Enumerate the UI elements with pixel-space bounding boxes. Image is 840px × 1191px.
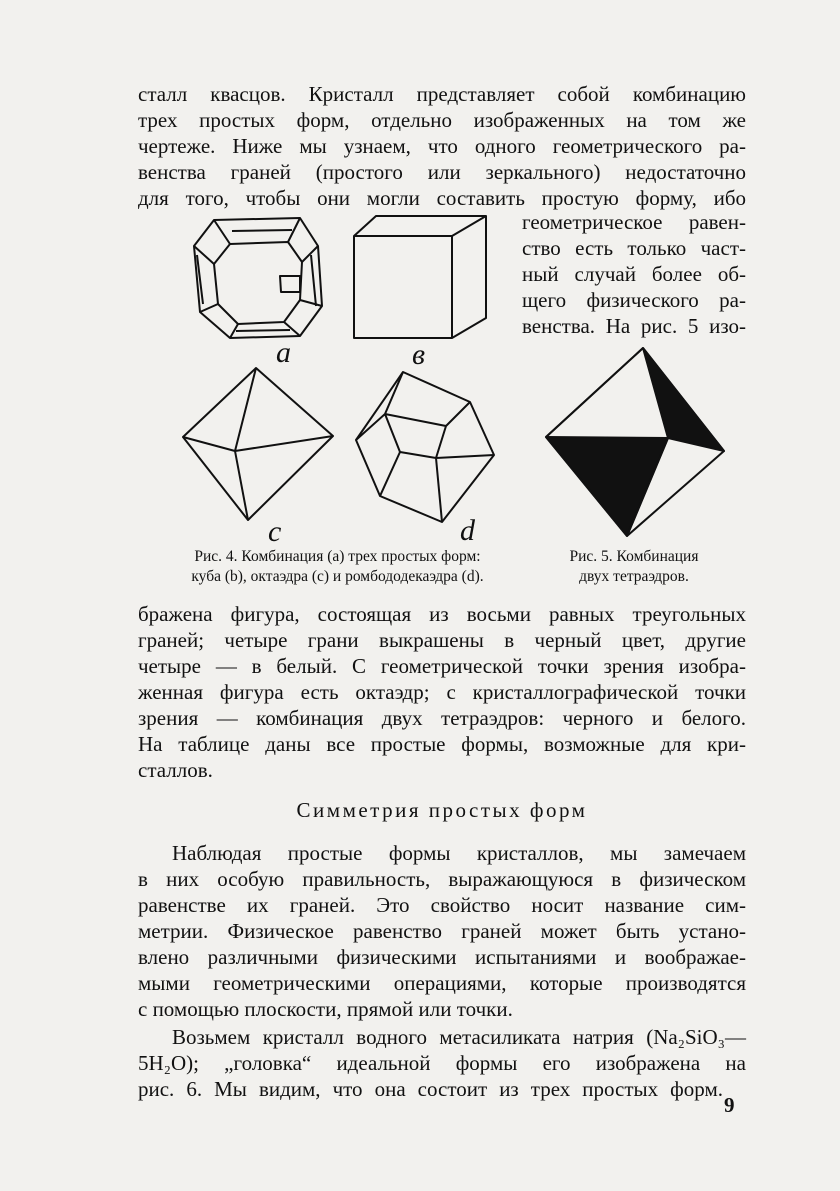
text-line: мыми геометрическими операциями, которые производятся [138, 971, 746, 995]
text-line: влено различными физическими испытаниями и воображае- [138, 945, 746, 969]
figure-5-two-tetrahedra [540, 344, 730, 544]
text-line: метрии. Физическое равенство граней может быть устано- [138, 919, 746, 943]
figure-4c-octahedron [178, 364, 338, 548]
text-line: в них особую правильность, выражающуюся в физическом [138, 867, 746, 891]
text-line: граней; четыре грани выкрашены в черный цвет, другие [138, 628, 746, 652]
section-heading: Симметрия простых форм [296, 798, 588, 822]
figure-5-caption-line: Рис. 5. Комбинация [569, 548, 699, 565]
figure-4-caption [160, 547, 515, 587]
text-line: для того, чтобы они могли составить простую форму, ибо [138, 186, 746, 210]
figure-4b-cube [345, 212, 495, 377]
text-line: 5H₂O); „головка“ идеальной формы его изображена на [138, 1051, 746, 1075]
text-line: геометрическое равен- [522, 210, 746, 234]
figure-5-caption-line: двух тетраэдров. [579, 568, 689, 585]
figure-4d-rhombic-dodecahedron [350, 368, 500, 548]
figure-label-b: в [412, 338, 426, 371]
figure-label-d: d [460, 514, 475, 547]
figure-5-caption [545, 547, 723, 587]
text-line: венства граней (простого или зеркального) недостаточно [138, 160, 746, 184]
text-line: ный случай более об- [522, 262, 746, 286]
text-line: трех простых форм, отдельно изображенных на том же [138, 108, 746, 132]
text-line: Наблюдая простые формы кристаллов, мы замечаем [172, 841, 746, 865]
text-line: чертеже. Ниже мы узнаем, что одного геометрического ра- [138, 134, 746, 158]
text-line: с помощью плоскости, прямой или точки. [138, 997, 513, 1021]
text-line: женная фигура есть октаэдр; с кристаллографической точки [138, 680, 746, 704]
text-line: щего физического ра- [522, 288, 746, 312]
text-line: На таблице даны все простые формы, возможные для кри- [138, 732, 746, 756]
figure-4-caption-line: Рис. 4. Комбинация (a) трех простых форм: [194, 548, 481, 565]
text-line: ство есть только част- [522, 236, 746, 260]
text-line: бражена фигура, состоящая из восьми равных треугольных [138, 602, 746, 626]
figure-label-c: c [268, 515, 282, 548]
figure-4-caption-line: куба (b), октаэдра (c) и ромбододекаэдра (d). [191, 568, 484, 585]
text-line: рис. 6. Мы видим, что она состоит из трех простых форм. [138, 1077, 723, 1101]
text-line: равенстве их граней. Это свойство носит название сим- [138, 893, 746, 917]
figure-label-a: a [276, 336, 291, 369]
text-line: зрения — комбинация двух тетраэдров: черного и белого. [138, 706, 746, 730]
page-number: 9 [724, 1093, 735, 1117]
text-line: четыре — в белый. С геометрической точки зрения изобра- [138, 654, 746, 678]
text-line: Возьмем кристалл водного метасиликата натрия (Na₂SiO₃— [172, 1025, 746, 1049]
text-line: венства. На рис. 5 изо- [522, 314, 746, 338]
figure-4a-combination [180, 210, 340, 375]
text-line: сталлов. [138, 758, 213, 782]
text-line: сталл квасцов. Кристалл представляет собой комбинацию [138, 82, 746, 106]
